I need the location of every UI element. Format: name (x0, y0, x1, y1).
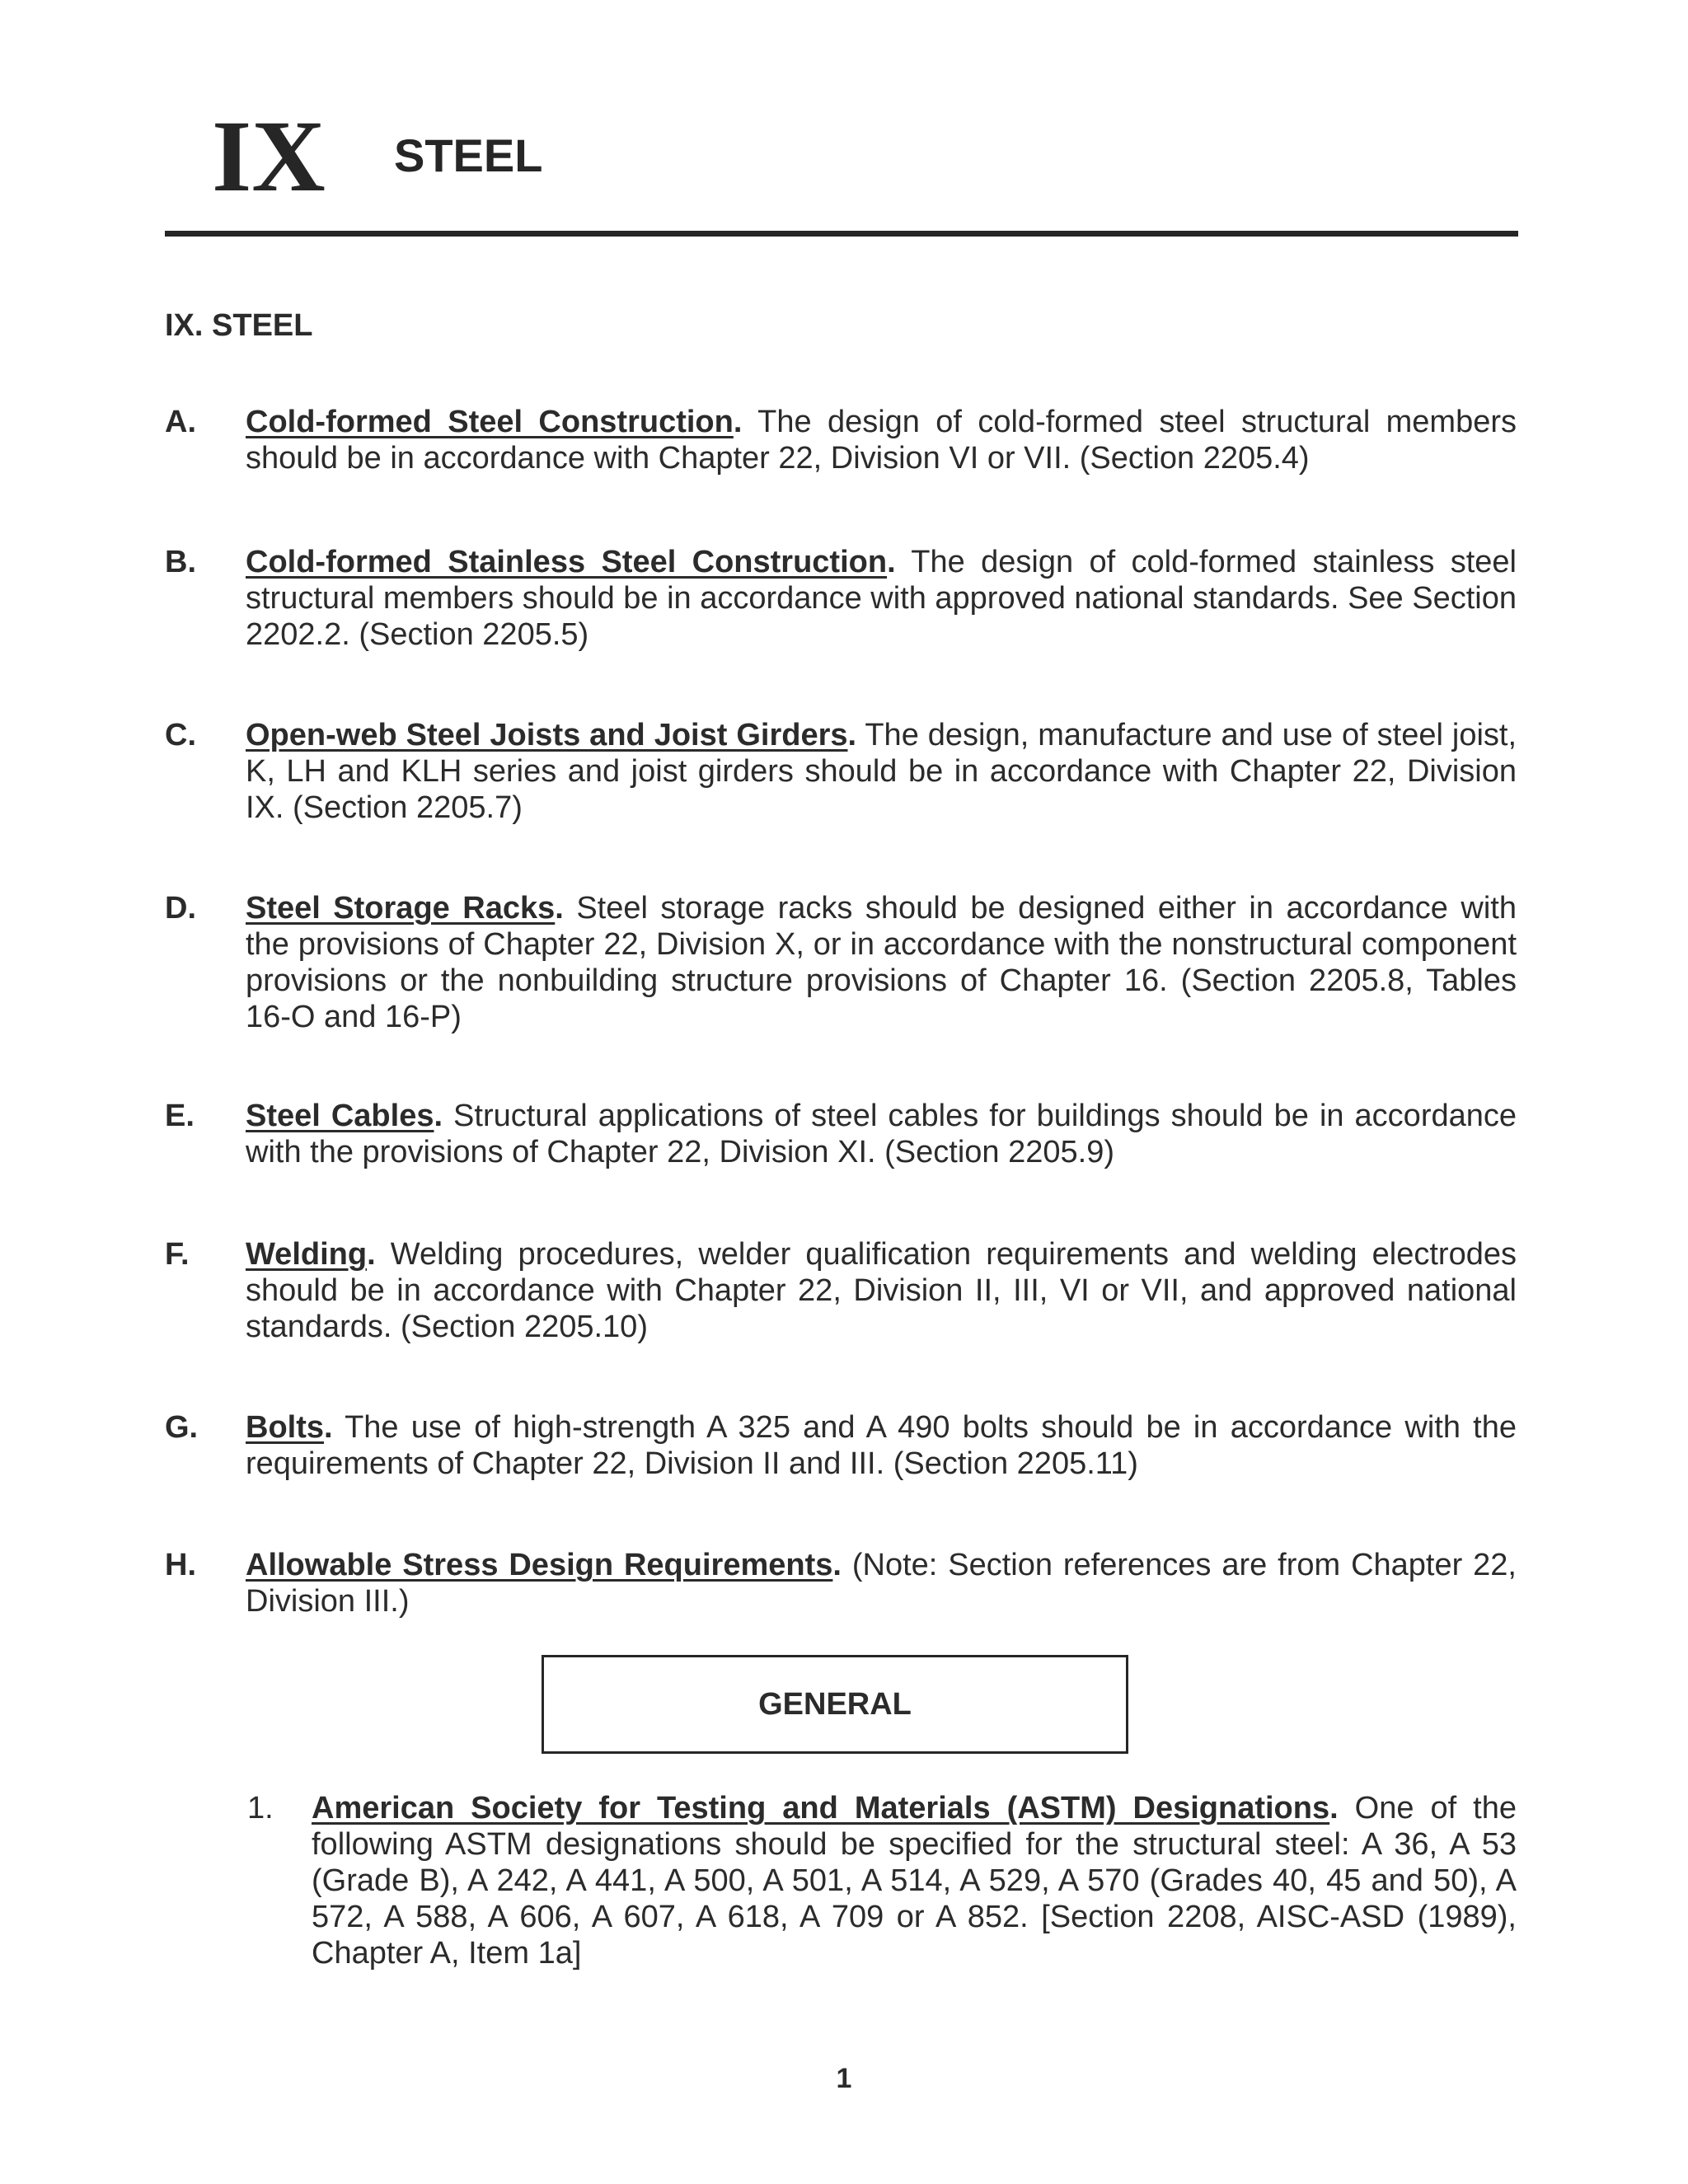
item-letter: H. (165, 1548, 196, 1582)
item-title: Open-web Steel Joists and Joist Girders (246, 718, 848, 752)
item-letter: C. (165, 718, 196, 752)
item-title: Cold-formed Steel Construction (246, 405, 734, 439)
item-title-period: . (324, 1410, 333, 1445)
item-text: The design of cold-formed steel structural members should be in accordance with Chapter 22, Division VI or VII. (Section 2205.4) (246, 405, 1517, 476)
sub-item-title-period: . (1329, 1791, 1339, 1825)
item-text: The use of high-strength A 325 and A 490 bolts should be in accordance with the requirements of Chapter 22, Division II and III. (Section 2205.11) (246, 1410, 1517, 1481)
item-body (246, 1409, 1517, 1482)
item-title-period: . (832, 1548, 842, 1582)
sub-item-title: American Society for Testing and Materials (ASTM) Designations (312, 1791, 1330, 1825)
item-letter: E. (165, 1099, 195, 1133)
general-box (542, 1655, 1128, 1754)
item-text: The design, manufacture and use of steel joist, K, LH and KLH series and joist girders should be in accordance with Chapter 22, Division IX. (Section 2205.7) (246, 718, 1517, 825)
item-letter: D. (165, 891, 196, 926)
sub-item-text: One of the following ASTM designations should be specified for the structural steel: A 36, A 53 (Grade B), A 242, A 441, A 500, A 501, A 514, A 529, A 570 (Grades 40, 45 and 50), A 572, A 588, A 606, A 607, A 618, A 709 or A 852. [Section 2208, AISC-ASD (1989), Chapter A, Item 1a] (312, 1791, 1517, 1971)
item-letter: F. (165, 1237, 190, 1272)
item-body (246, 717, 1517, 826)
item-body (246, 890, 1517, 1035)
general-label: GENERAL (758, 1687, 912, 1722)
item-letter: G. (165, 1410, 199, 1445)
item-title: Bolts (246, 1410, 324, 1445)
item-text: Structural applications of steel cables for buildings should be in accordance with the provisions of Chapter 22, Division XI. (Section 2205.9) (246, 1099, 1517, 1169)
page-number: 1 (836, 2063, 852, 2094)
item-title-period: . (733, 405, 743, 439)
item-title: Steel Storage Racks (246, 891, 556, 926)
item-body (246, 1236, 1517, 1345)
item-title: Cold-formed Stainless Steel Construction (246, 545, 888, 579)
item-body (246, 1547, 1517, 1619)
item-letter: B. (165, 545, 196, 579)
chapter-numeral: IX (212, 100, 326, 213)
item-title: Allowable Stress Design Requirements (246, 1548, 833, 1582)
item-title-period: . (847, 718, 857, 752)
chapter-header (165, 100, 1517, 235)
item-text: Steel storage racks should be designed either in accordance with the provisions of Chapter 22, Division X, or in accordance with the nonstructural component provisions or the nonbuilding structure provisions of Chapter 16. (Section 2205.8, Tables 16-O and 16-P) (246, 891, 1517, 1034)
item-text: (Note: Section references are from Chapter 22, Division III.) (246, 1548, 1517, 1619)
item-text: Welding procedures, welder qualification requirements and welding electrodes should be in accordance with Chapter 22, Division II, III, VI or VII, and approved national standards. (Section 2205.10) (246, 1237, 1517, 1344)
chapter-title: STEEL (394, 129, 543, 181)
item-text: The design of cold-formed stainless steel structural members should be in accordance with approved national standards. See Section 2202.2. (Section 2205.5) (246, 545, 1517, 652)
item-letter: A. (165, 405, 196, 439)
header-divider (165, 231, 1518, 237)
item-title: Welding (246, 1237, 368, 1272)
item-title-period: . (434, 1099, 443, 1133)
item-body (246, 404, 1517, 476)
item-title-period: . (555, 891, 564, 926)
item-title-period: . (367, 1237, 376, 1272)
item-title: Steel Cables (246, 1099, 434, 1133)
item-body (246, 1098, 1517, 1170)
sub-item-body (312, 1790, 1517, 1971)
item-title-period: . (887, 545, 896, 579)
section-heading: IX. STEEL (165, 308, 313, 343)
item-body (246, 544, 1517, 653)
sub-item-number: 1. (247, 1791, 274, 1825)
